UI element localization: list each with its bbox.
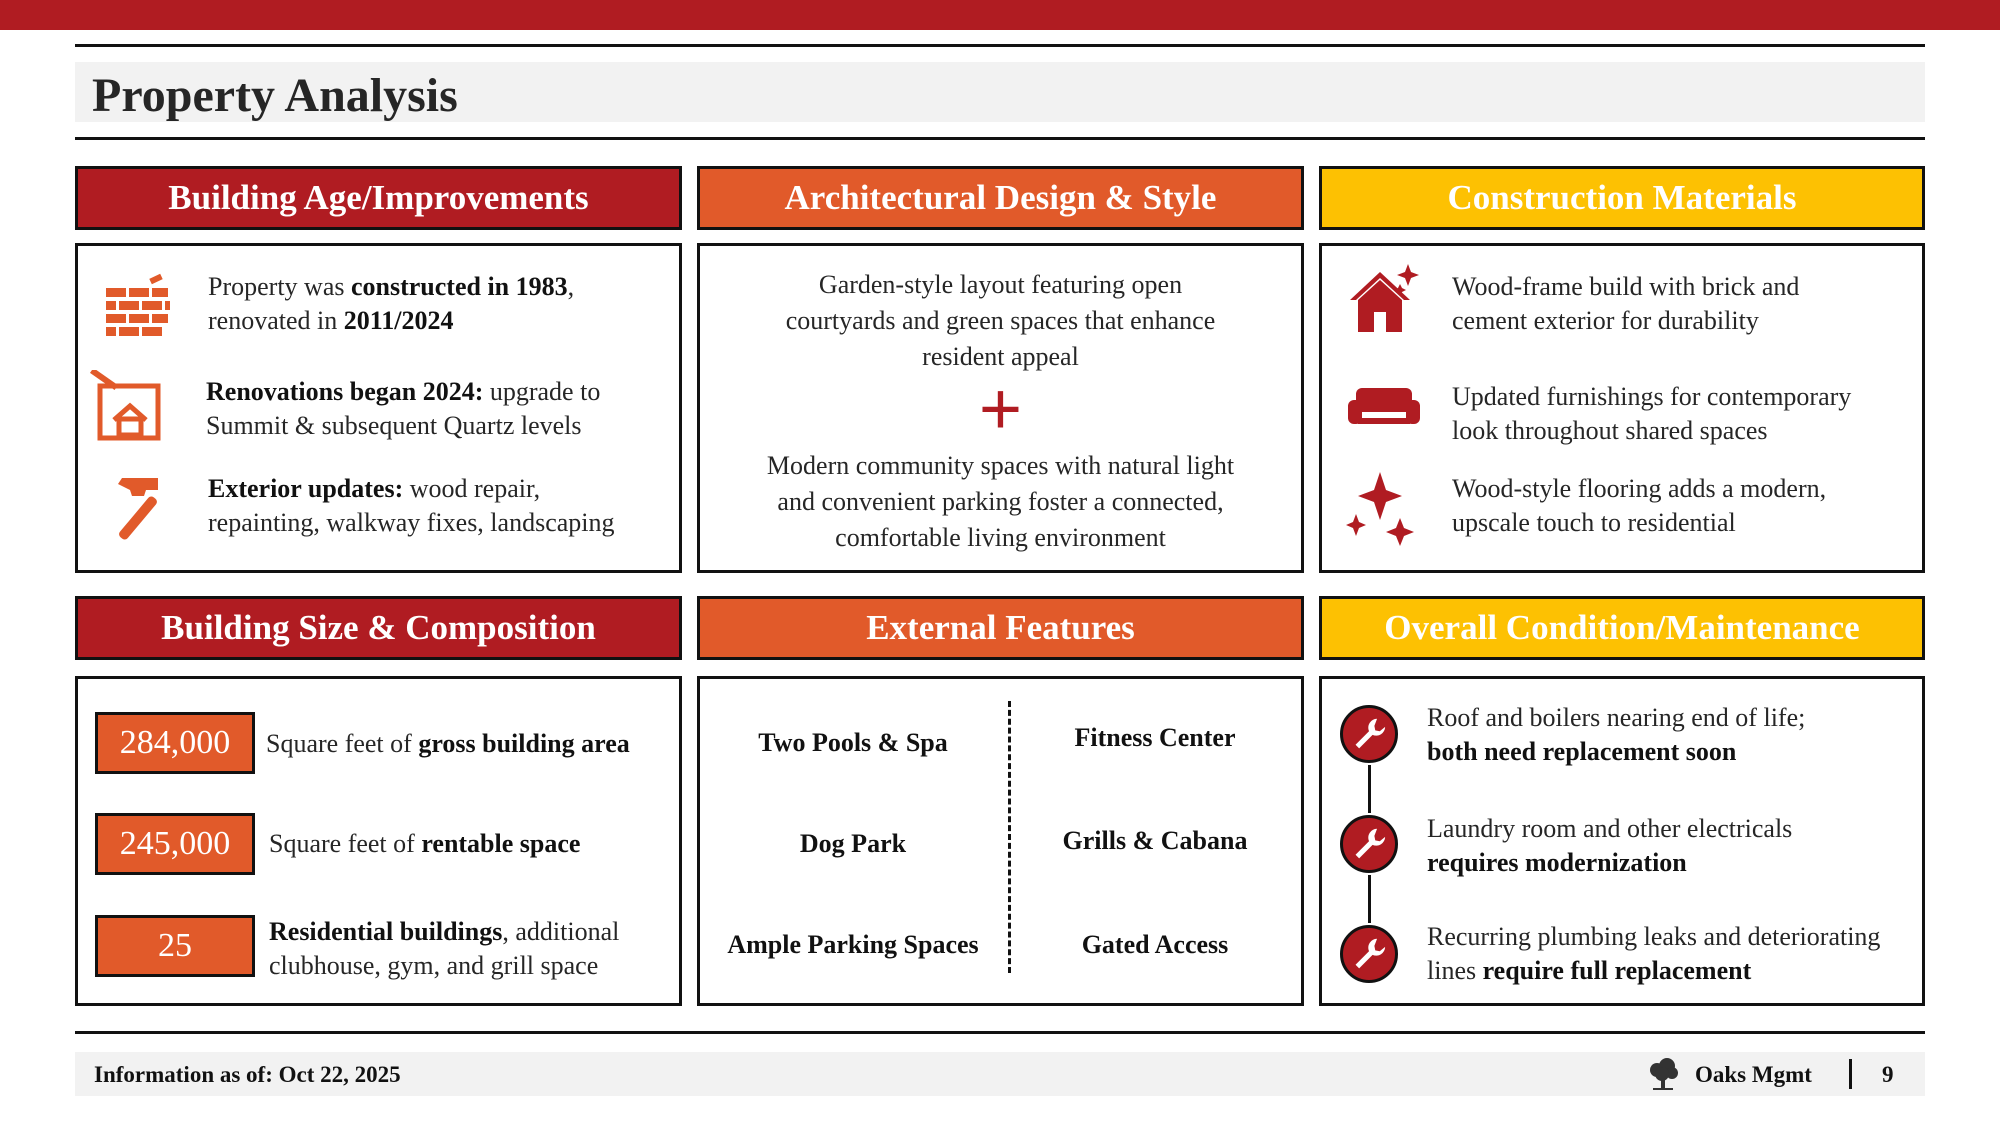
feature-right-3: Gated Access [1081,930,1229,959]
page-title: Property Analysis [92,69,458,122]
building-age-panel [75,243,682,573]
sofa-icon [1344,366,1424,446]
design-paragraph-2: Modern community spaces with natural light and convenient parking foster a connected, comfortable living environment [766,451,1235,552]
footer-rule [75,1031,1925,1034]
footer-date: Information as of: Oct 22, 2025 [94,1062,401,1087]
condition-item-3-text: Recurring plumbing leaks and deteriorating lines require full replacement [1427,922,1881,985]
feature-left-2: Dog Park [799,829,907,858]
timeline-connector [1368,875,1371,923]
external-features-header: External Features [697,596,1304,660]
building-size-header: Building Size & Composition [75,596,682,660]
age-item-2-text: Renovations began 2024: upgrade to Summit & subsequent Quartz levels [206,377,601,440]
wrench-icon [1340,925,1398,983]
feature-left-1: Two Pools & Spa [758,728,948,757]
gross-area-label: Square feet of gross building area [266,729,630,758]
materials-item-3-text: Wood-style flooring adds a modern, upscale touch to residential [1452,474,1827,537]
house-sparkle-icon [1344,260,1424,340]
footer-brand: Oaks Mgmt [1695,1062,1812,1087]
building-age-header: Building Age/Improvements [75,166,682,230]
condition-item-1-text: Roof and boilers nearing end of life; both need replacement soon [1427,703,1806,766]
design-paragraph-1: Garden-style layout featuring open courtyards and green spaces that enhance resident appeal [785,270,1216,371]
header-rule-top [75,44,1925,47]
construction-materials-panel [1319,243,1925,573]
materials-item-2-text: Updated furnishings for contemporary look throughout shared spaces [1452,382,1852,445]
sparkles-icon [1344,468,1424,548]
page-number: 9 [1882,1062,1894,1087]
overall-condition-header: Overall Condition/Maintenance [1319,596,1925,660]
rentable-space-value: 245,000 [95,813,255,875]
timeline-connector [1368,765,1371,813]
wrench-icon [1340,705,1398,763]
brick-wall-icon [98,266,178,346]
gross-area-value: 284,000 [95,712,255,774]
blueprint-house-icon [86,370,166,450]
age-item-3-text: Exterior updates: wood repair, repainting, walkway fixes, landscaping [208,474,615,537]
footer-separator [1849,1059,1852,1089]
rentable-space-label: Square feet of rentable space [269,829,581,858]
header-rule-bottom [75,137,1925,140]
external-features-panel [697,676,1304,1006]
residential-buildings-label: Residential buildings, additional clubhouse, gym, and grill space [269,917,620,980]
top-accent-bar [0,0,2000,30]
feature-right-1: Fitness Center [1074,723,1236,752]
feature-left-3: Ample Parking Spaces [727,930,979,959]
condition-item-2-text: Laundry room and other electricals requires modernization [1427,814,1793,877]
residential-buildings-value: 25 [95,915,255,977]
architectural-design-header: Architectural Design & Style [697,166,1304,230]
wrench-icon [1340,815,1398,873]
feature-right-2: Grills & Cabana [1062,826,1248,855]
overall-condition-panel [1319,676,1925,1006]
architectural-design-panel [697,243,1304,573]
building-size-panel [75,676,682,1006]
hammer-icon [88,468,168,548]
oak-tree-logo-icon [1645,1056,1681,1092]
materials-item-1-text: Wood-frame build with brick and cement exterior for durability [1452,272,1800,335]
age-item-1-text: Property was constructed in 1983, renovated in 2011/2024 [208,272,575,335]
construction-materials-header: Construction Materials [1319,166,1925,230]
plus-icon: + [978,367,1023,450]
